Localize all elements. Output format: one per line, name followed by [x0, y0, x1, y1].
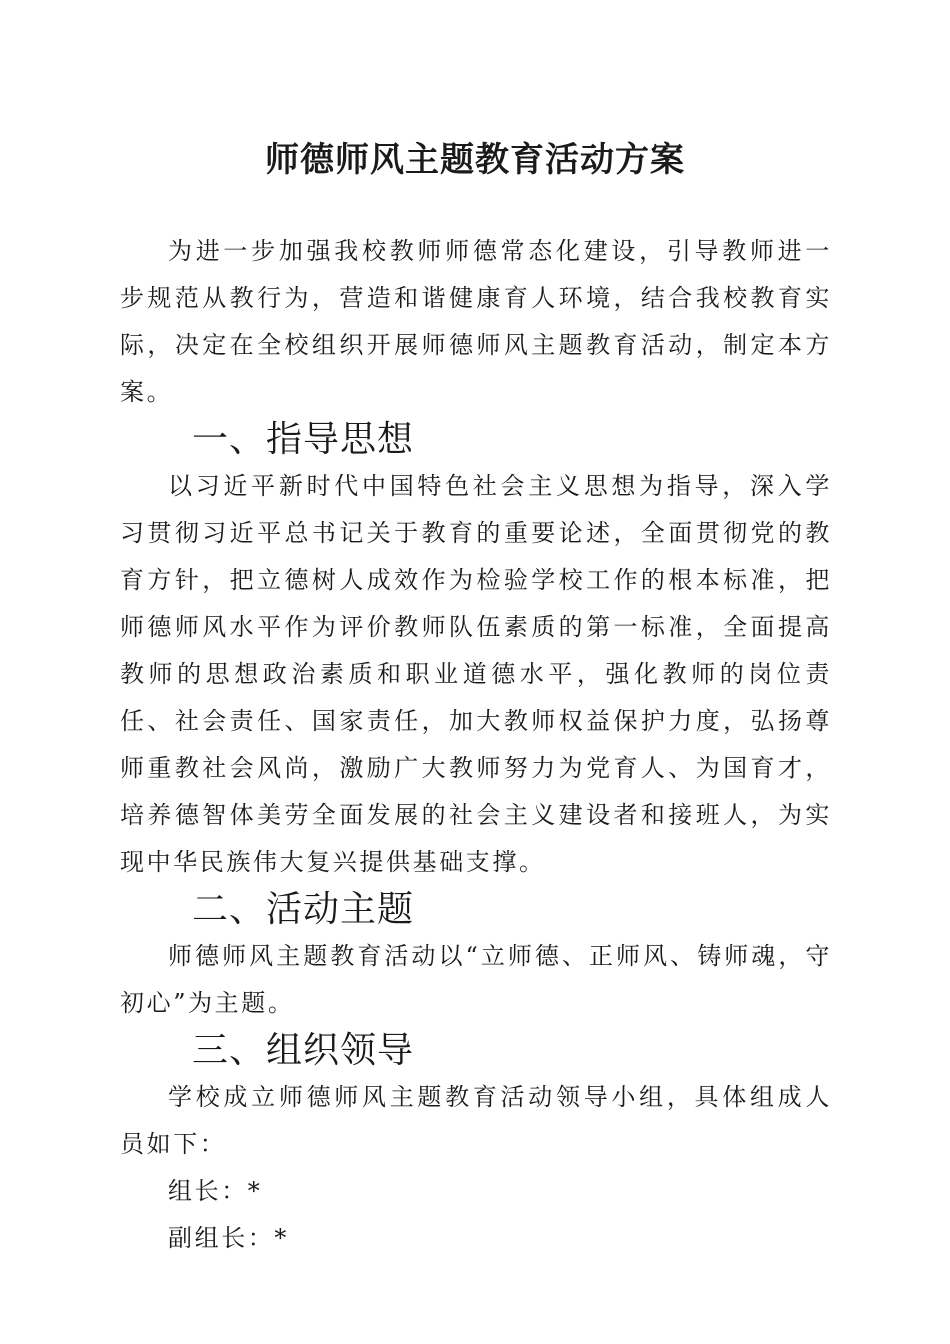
section-heading-guiding-ideology: 一、指导思想: [192, 419, 415, 460]
section-heading-activity-theme: 二、活动主题: [192, 889, 415, 930]
section-text-organization: 学校成立师德师风主题教育活动领导小组，具体组成人员如下：: [120, 1083, 832, 1158]
document-body: [120, 228, 832, 1262]
member-line-deputy-leader: 副组长：*: [168, 1224, 289, 1252]
section-text-activity-theme: 师德师风主题教育活动以“立师德、正师风、铸师魂，守初心”为主题。: [120, 942, 832, 1017]
section-text-guiding-ideology: 以习近平新时代中国特色社会主义思想为指导，深入学习贯彻习近平总书记关于教育的重要论述，全面贯彻党的教育方针，把立德树人成效作为检验学校工作的根本标准，把师德师风水平作为评价教师队伍素质的第一标准，全面提高教师的思想政治素质和职业道德水平，强化教师的岗位责任、社会责任、国家责任，加大教师权益保护力度，弘扬尊师重教社会风尚，激励广大教师努力为党育人、为国育才，培养德智体美劳全面发展的社会主义建设者和接班人，为实现中华民族伟大复兴提供基础支撑。: [120, 472, 832, 876]
member-line-leader: 组长：*: [168, 1177, 263, 1205]
intro-paragraph: 为进一步加强我校教师师德常态化建设，引导教师进一步规范从教行为，营造和谐健康育人环境，结合我校教育实际，决定在全校组织开展师德师风主题教育活动，制定本方案。: [120, 237, 832, 406]
document-title: 师德师风主题教育活动方案: [265, 140, 685, 180]
section-heading-organization: 三、组织领导: [192, 1030, 415, 1071]
